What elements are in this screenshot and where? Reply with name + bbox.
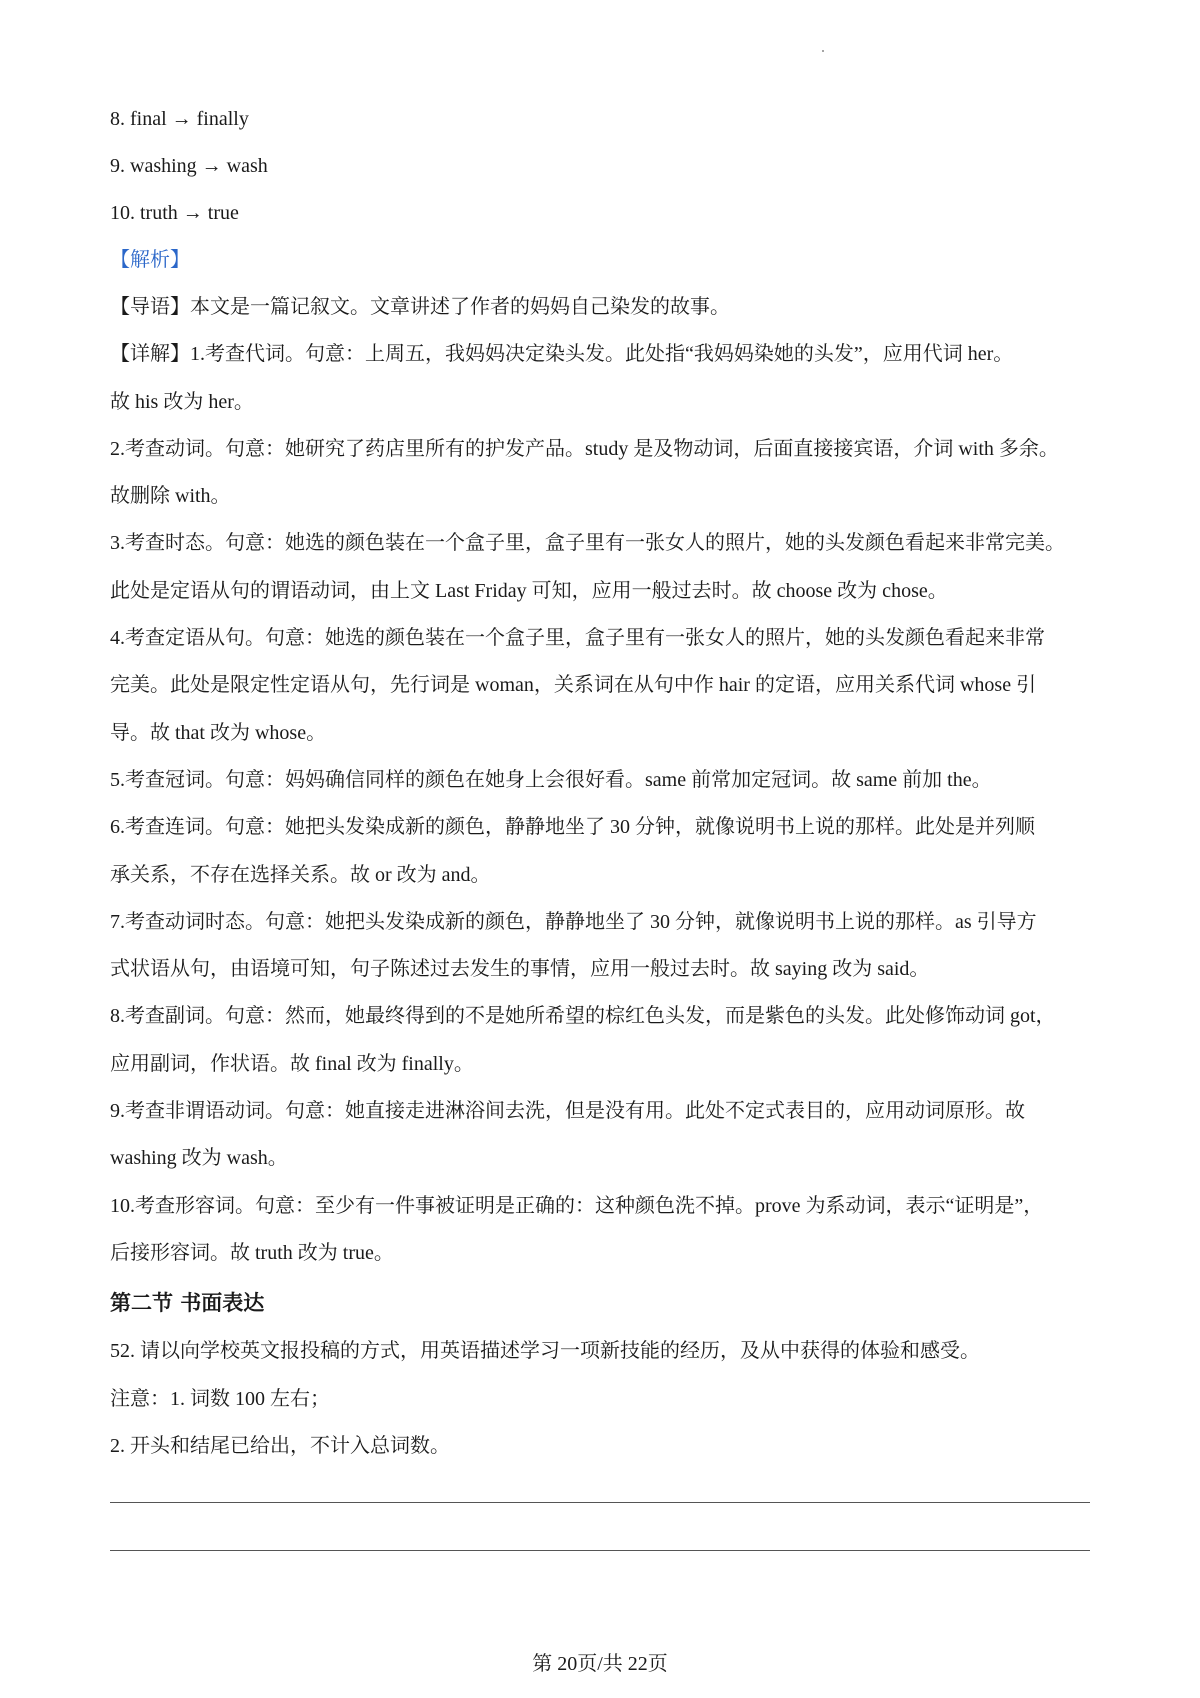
answer-line: 10. truth → true — [110, 202, 239, 224]
writing-line — [110, 1502, 1090, 1503]
intro-paragraph — [110, 284, 1090, 331]
explanation-line: 完美。此处是限定性定语从句，先行词是 woman，关系词在从句中作 hair 的定语，应用关系代词 whose 引 — [110, 674, 1037, 697]
explanation-4 — [110, 615, 1090, 757]
explanation-10 — [110, 1183, 1090, 1278]
explanation-line: 故 his 改为 her。 — [110, 390, 254, 413]
question-note-2: 2. 开头和结尾已给出，不计入总词数。 — [110, 1434, 450, 1457]
scan-dot — [822, 50, 824, 52]
explanation-line: 3.考查时态。句意：她选的颜色装在一个盒子里，盒子里有一张女人的照片，她的头发颜色看起来非常完美。 — [110, 532, 1065, 555]
explanation-line: 故删除 with。 — [110, 485, 231, 508]
explanation-line: 9.考查非谓语动词。句意：她直接走进淋浴间去洗，但是没有用。此处不定式表目的，应用动词原形。故 — [110, 1100, 1025, 1123]
explanation-line: 10.考查形容词。句意：至少有一件事被证明是正确的：这种颜色洗不掉。prove 为系动词，表示“证明是”， — [110, 1194, 1044, 1217]
explanation-9 — [110, 1088, 1090, 1183]
section-heading: 第二节 书面表达 — [110, 1291, 265, 1316]
explanation-line: 【详解】1.考查代词。句意：上周五，我妈妈决定染头发。此处指“我妈妈染她的头发”，应用代词 her。 — [110, 343, 1014, 366]
explanation-7 — [110, 899, 1090, 994]
explanation-line: 6.考查连词。句意：她把头发染成新的颜色，静静地坐了 30 分钟，就像说明书上说的那样。此处是并列顺 — [110, 816, 1035, 839]
question-note-1: 注意：1. 词数 100 左右； — [110, 1387, 330, 1410]
explanation-line: 7.考查动词时态。句意：她把头发染成新的颜色，静静地坐了 30 分钟，就像说明书上说的那样。as 引导方 — [110, 910, 1037, 933]
intro-tag: 【导语】 — [110, 296, 190, 318]
intro-text: 本文是一篇记叙文。文章讲述了作者的妈妈自己染发的故事。 — [190, 296, 730, 318]
explanation-line: 承关系，不存在选择关系。故 or 改为 and。 — [110, 863, 491, 886]
explanation-line: 此处是定语从句的谓语动词，由上文 Last Friday 可知，应用一般过去时。故 choose 改为 chose。 — [110, 579, 948, 602]
explanation-8 — [110, 993, 1090, 1088]
explanation-3 — [110, 520, 1090, 615]
analysis-label: 【解析】 — [110, 249, 190, 271]
explanation-line: washing 改为 wash。 — [110, 1147, 288, 1170]
explanation-line: 导。故 that 改为 whose。 — [110, 721, 327, 744]
answer-line: 8. final → finally — [110, 108, 249, 130]
explanation-6 — [110, 804, 1090, 899]
explanation-1 — [110, 331, 1090, 426]
explanation-2 — [110, 426, 1090, 521]
page-content — [110, 96, 1090, 1470]
answer-line: 9. washing → wash — [110, 155, 268, 177]
page-number: 第 20页/共 22页 — [532, 1653, 668, 1675]
explanation-line: 应用副词，作状语。故 final 改为 finally。 — [110, 1052, 474, 1075]
explanation-line: 5.考查冠词。句意：妈妈确信同样的颜色在她身上会很好看。same 前常加定冠词。故 same 前加 the。 — [110, 768, 992, 791]
explanation-line: 后接形容词。故 truth 改为 true。 — [110, 1241, 394, 1264]
question-prompt: 52. 请以向学校英文报投稿的方式，用英语描述学习一项新技能的经历，及从中获得的体验和感受。 — [110, 1340, 980, 1363]
explanation-line: 8.考查副词。句意：然而，她最终得到的不是她所希望的棕红色头发，而是紫色的头发。此处修饰动词 got， — [110, 1005, 1056, 1028]
explanation-line: 4.考查定语从句。句意：她选的颜色装在一个盒子里，盒子里有一张女人的照片，她的头发颜色看起来非常 — [110, 627, 1045, 650]
writing-line — [110, 1550, 1090, 1551]
explanation-line: 2.考查动词。句意：她研究了药店里所有的护发产品。study 是及物动词，后面直接接宾语，介词 with 多余。 — [110, 437, 1059, 460]
explanation-line: 式状语从句，由语境可知，句子陈述过去发生的事情，应用一般过去时。故 saying 改为 said。 — [110, 958, 930, 981]
explanation-5 — [110, 757, 1090, 804]
